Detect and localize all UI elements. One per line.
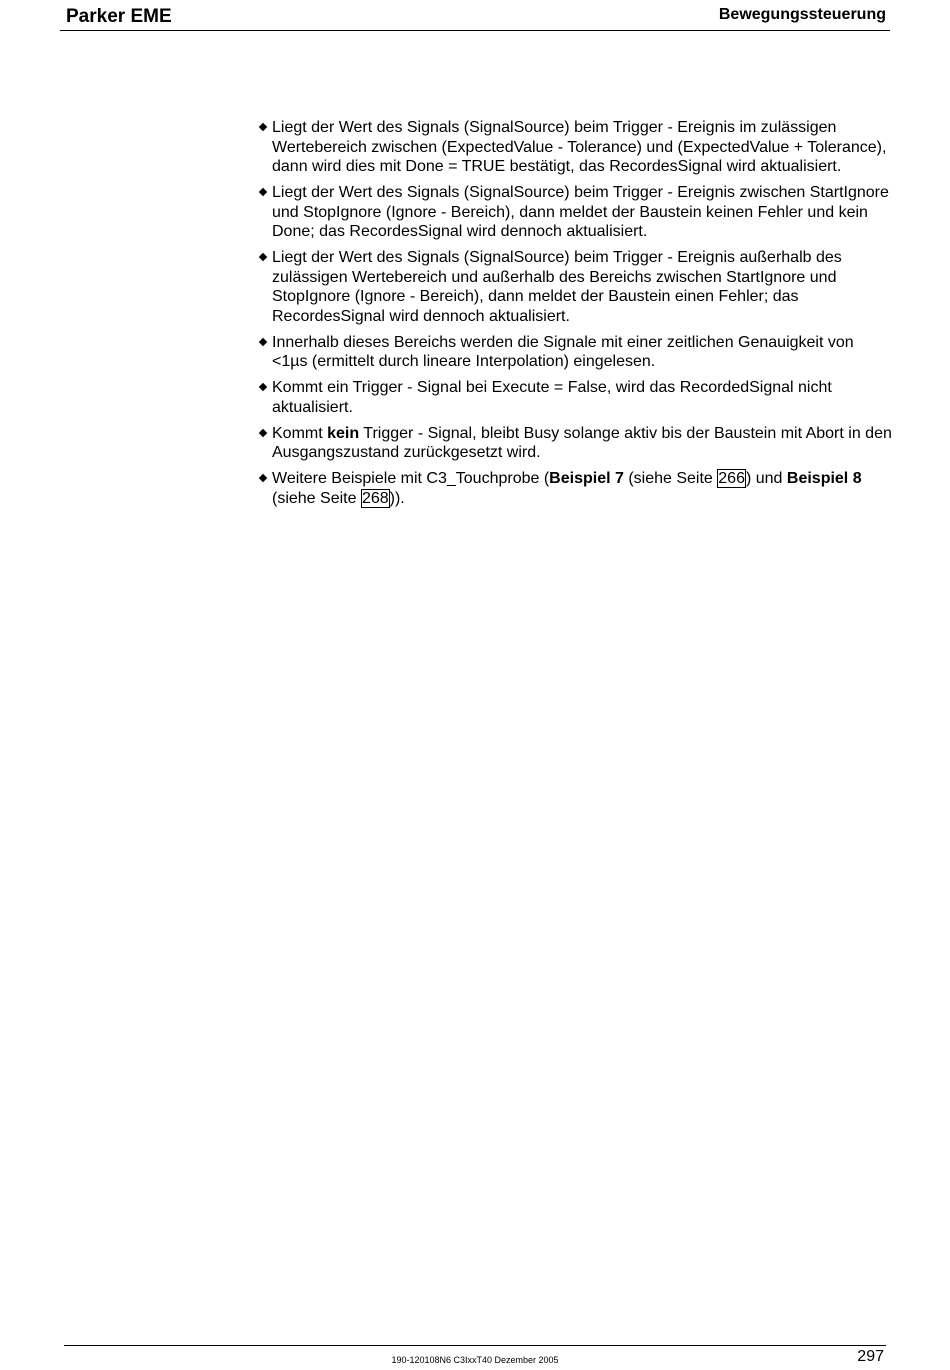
list-item	[260, 333, 892, 372]
diamond-bullet-icon	[259, 123, 267, 131]
diamond-bullet-icon	[259, 253, 267, 261]
bullet-list	[260, 118, 892, 508]
list-item-text: Weitere Beispiele mit C3_Touchprobe (	[272, 470, 550, 487]
example-reference-title: Beispiel 7	[549, 470, 624, 487]
list-item-text: Kommt ein Trigger - Signal bei Execute = False, wird das RecordedSignal nicht aktualisiert.	[272, 379, 832, 416]
list-item-text: Kommt	[272, 424, 328, 442]
diamond-bullet-icon	[259, 383, 267, 391]
list-item	[260, 118, 892, 177]
list-item-text: )).	[389, 489, 405, 507]
diamond-bullet-icon	[259, 474, 267, 482]
emphasis-text: kein	[327, 424, 360, 442]
list-item	[260, 378, 892, 417]
list-item-text: Trigger - Signal, bleibt Busy solange aktiv bis der Baustein mit Abort in den Ausgangszustand zurückgesetzt wird.	[272, 424, 892, 461]
diamond-bullet-icon	[259, 337, 267, 345]
example-reference-title: Beispiel 8	[786, 470, 862, 487]
list-item-text: Liegt der Wert des Signals (SignalSource) beim Trigger - Ereignis außerhalb des zulässigen Wertebereich und außerhalb des Bereichs zwischen StartIgnore und StopIgnore (Ignore - Bereich), dann meldet der Baustein einen Fehler; das RecordesSignal wird dennoch aktualisiert.	[272, 249, 842, 325]
page-number: 297	[857, 1348, 884, 1365]
list-item-text: ) und	[745, 470, 787, 487]
footer-divider	[64, 1345, 886, 1346]
list-item-text: Liegt der Wert des Signals (SignalSource) beim Trigger - Ereignis im zulässigen Wertebereich zwischen (ExpectedValue - Tolerance) und (ExpectedValue + Tolerance), dann wird dies mit Done = TRUE bestätigt, das RecordesSignal wird aktualisiert.	[272, 119, 887, 175]
diamond-bullet-icon	[259, 188, 267, 196]
footer-document-info: 190-120108N6 C3IxxT40 Dezember 2005	[391, 1355, 559, 1365]
header-brand: Parker EME	[66, 6, 172, 27]
page-reference-link[interactable]: 266	[718, 470, 745, 487]
list-item	[260, 183, 892, 242]
list-item	[260, 469, 892, 508]
list-item-text: Liegt der Wert des Signals (SignalSource) beim Trigger - Ereignis zwischen StartIgnore und StopIgnore (Ignore - Bereich), dann meldet der Baustein keinen Fehler und kein Done; das RecordesSignal wird dennoch aktualisiert.	[272, 184, 889, 240]
page-reference-link[interactable]: 268	[361, 489, 389, 507]
header-divider	[60, 30, 890, 31]
list-item-text: (siehe Seite	[623, 470, 718, 487]
header-section-title: Bewegungssteuerung	[718, 6, 886, 23]
list-item	[260, 248, 892, 326]
diamond-bullet-icon	[259, 428, 267, 436]
list-item	[260, 424, 892, 463]
list-item-text: (siehe Seite	[272, 489, 361, 507]
list-item-text: Innerhalb dieses Bereichs werden die Signale mit einer zeitlichen Genauigkeit von <1µs (ermittelt durch lineare Interpolation) eingelesen.	[272, 333, 854, 370]
main-content	[260, 118, 892, 515]
